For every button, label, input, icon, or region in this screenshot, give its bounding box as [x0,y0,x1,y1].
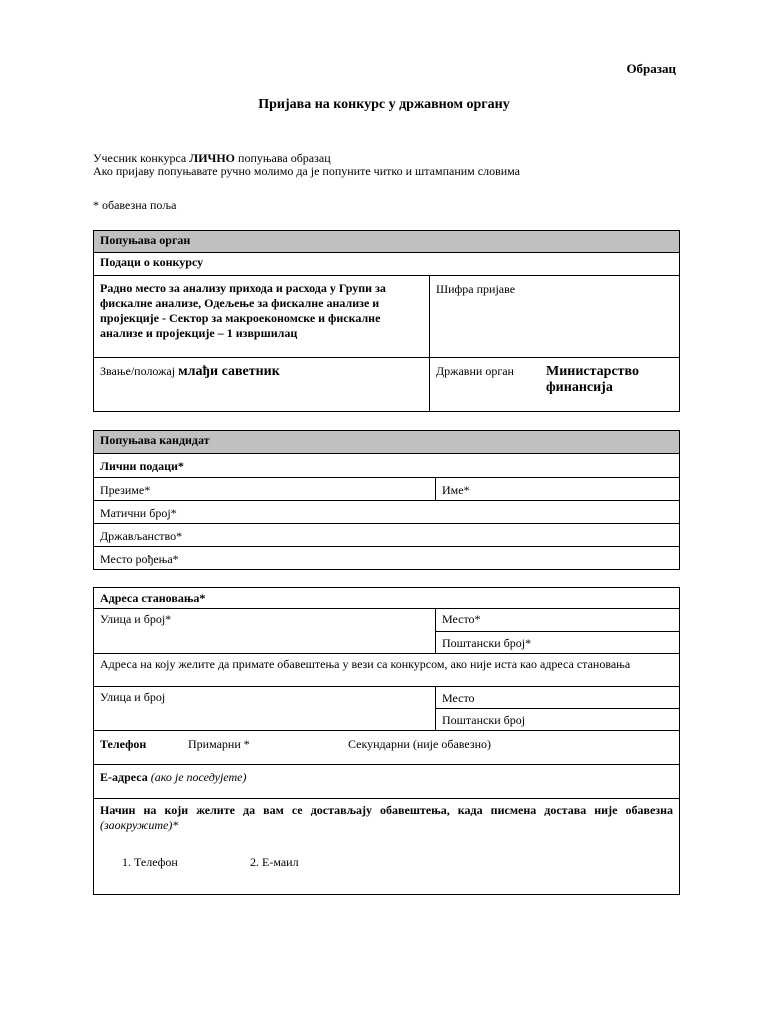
delivery-method-row [94,799,680,895]
phone-secondary-label: Секундарни (није обавезно) [348,737,491,751]
delivery-method-text: Начин на који желите да вам се достављају обавештења, када писмена достава није обавезна [100,803,674,817]
personal-data-subheader: Лични подаци* [94,454,680,478]
page-title: Пријава на конкурс у државном органу [258,97,510,112]
place-field[interactable]: Место* [436,609,680,632]
postal-field[interactable]: Поштански број* [436,632,680,654]
street-field-2[interactable]: Улица и број [94,687,436,731]
jmbg-field[interactable]: Матични број* [94,501,680,524]
email-row[interactable] [94,765,680,799]
position-description: Радно место за анализу прихода и расхода у Групи за фискалне анализе, Одељење за фискалне анализе и пројекције - Сектор за макроекономске и фискалне анализе и пројекције – 1 извршилац [94,276,430,358]
name-field[interactable]: Име* [436,478,680,501]
intro-line-1: Учесник конкурса ЛИЧНО попуњава образац [93,151,331,165]
street-field[interactable]: Улица и број* [94,609,436,654]
birthplace-field[interactable]: Место рођења* [94,547,680,570]
required-note: * обавезна поља [93,198,177,212]
phone-primary-label: Примарни * [188,737,250,751]
organ-section-table [93,230,680,412]
organ-cell [430,358,680,412]
delivery-option-email[interactable]: 2. Е-маил [250,855,299,869]
candidate-section-table [93,430,680,570]
delivery-option-phone[interactable]: 1. Телефон [122,855,178,869]
application-code-label: Шифра пријаве [436,282,516,296]
surname-field[interactable]: Презиме* [94,478,436,501]
organ-value: Министарство финансија [546,364,640,395]
application-code-field[interactable] [430,276,680,358]
phone-row[interactable] [94,731,680,765]
organ-section-header: Попуњава орган [94,231,680,253]
rank-cell [94,358,430,412]
email-note: (ако је поседујете) [150,770,247,784]
notification-address-note: Адреса на коју желите да примате обавештења у вези са конкурсом, ако није иста као адреса становања [94,654,680,687]
email-label: Е-адреса [100,770,148,784]
address-section-table [93,587,680,895]
phone-label: Телефон [100,737,147,751]
rank-label: Звање/положај [100,364,179,378]
delivery-method-note: (заокружите)* [100,818,179,832]
postal-field-2[interactable]: Поштански број [436,709,680,731]
candidate-section-header: Попуњава кандидат [94,431,680,454]
address-section-header: Адреса становања* [94,588,680,609]
contest-data-subheader: Подаци о конкурсу [94,253,680,276]
place-field-2[interactable]: Место [436,687,680,709]
rank-value: млађи саветник [178,364,280,379]
intro-line-2: Ако пријаву попуњавате ручно молимо да је попуните читко и штампаним словима [93,164,520,178]
organ-label: Државни орган [436,364,514,378]
form-label: Образац [626,61,676,76]
citizenship-field[interactable]: Држављанство* [94,524,680,547]
